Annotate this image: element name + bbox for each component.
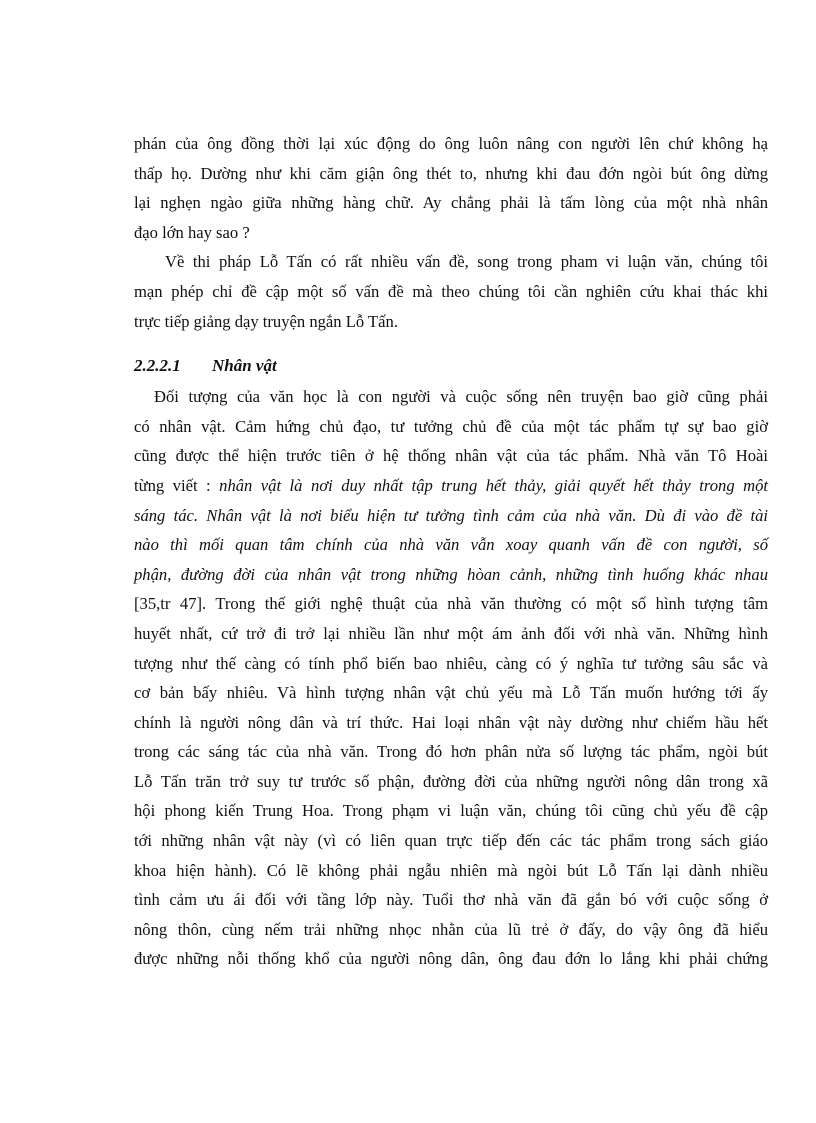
paragraph-1 — [134, 129, 768, 247]
section-number: 2.2.2.1 — [134, 356, 181, 376]
text-line: tới những nhân vật này (vì có liên quan trực tiếp đến các tác phẩm trong sách giáo — [134, 831, 768, 851]
text-line: nông thôn, cùng nếm trải những nhọc nhằn của lũ trẻ ở đấy, do vậy ông đã hiểu — [134, 919, 768, 939]
text-line: tượng như thế càng có tính phổ biến bao nhiêu, càng có ý nghĩa tư tưởng sâu sắc và — [134, 653, 768, 673]
text-line: khoa hiện hành). Có lẽ không phải ngẫu nhiên mà ngòi bút Lỗ Tấn lại dành nhiều — [134, 860, 768, 880]
text-line: trực tiếp giảng dạy truyện ngắn Lỗ Tấn. — [134, 311, 398, 331]
text-line: chính là người nông dân và trí thức. Hai loại nhân vật này dường như chiếm hầu hết — [134, 712, 768, 732]
paragraph-2 — [134, 247, 768, 336]
quote-text: sáng tác. Nhân vật là nơi biểu hiện tư tưởng tình cảm của nhà văn. Dù đi vào đề tài — [134, 505, 768, 525]
paragraph-3 — [134, 382, 768, 974]
quote-text: phận, đường đời của nhân vật trong những hòan cảnh, những tình huống khác nhau — [134, 564, 768, 584]
quote-text: nhân vật là nơi duy nhất tập trung hết thảy, giải quyết hết thảy trong một — [219, 475, 768, 495]
section-title: Nhân vật — [212, 356, 277, 376]
text-line: Lỗ Tấn trăn trở suy tư trước số phận, đường đời của những người nông dân trong xã — [134, 771, 768, 791]
text-line — [134, 471, 768, 501]
text-line — [134, 560, 768, 590]
text-line — [134, 501, 768, 531]
text-line: cũng được thể hiện trước tiên ở hệ thống nhân vật của tác phẩm. Nhà văn Tô Hoài — [134, 446, 768, 466]
text-line: [35,tr 47]. Trong thế giới nghệ thuật của nhà văn thường có một số hình tượng tâm — [134, 594, 768, 614]
text-line: thấp họ. Dường như khi căm giận ông thét to, nhưng khi đau đớn ngòi bút ông dừng — [134, 163, 768, 183]
text-line: huyết nhất, cứ trở đi trở lại nhiều lần như một ám ảnh đối với nhà văn. Những hình — [134, 623, 768, 643]
text-line: Về thi pháp Lỗ Tấn có rất nhiều vấn đề, song trong pham vi luận văn, chúng tôi — [165, 252, 768, 272]
text-line: tình cảm ưu ái đối với tầng lớp này. Tuổi thơ nhà văn đã gắn bó với cuộc sống ở — [134, 890, 768, 910]
section-heading — [134, 350, 768, 382]
text-line — [134, 530, 768, 560]
text-line: hội phong kiến Trung Hoa. Trong phạm vi luận văn, chúng tôi cũng chủ yếu đề cập — [134, 801, 768, 821]
text-line: có nhân vật. Cảm hứng chủ đạo, tư tưởng chủ đề của một tác phẩm tự sự bao giờ — [134, 416, 768, 436]
text-line: đạo lớn hay sao ? — [134, 222, 250, 242]
text-line: trong các sáng tác của nhà văn. Trong đó hơn phân nửa số lượng tác phẩm, ngòi bút — [134, 742, 768, 762]
text-line: phán của ông đồng thời lại xúc động do ông luôn nâng con người lên chứ không hạ — [134, 134, 768, 153]
spacer — [134, 336, 768, 350]
document-page — [134, 129, 768, 974]
quote-intro: từng viết : — [134, 475, 220, 495]
text-line: mạn phép chỉ đề cập một số vấn đề mà theo chúng tôi cần nghiên cứu khai thác khi — [134, 281, 768, 301]
text-line: được những nỗi thống khổ của người nông dân, ông đau đớn lo lắng khi phải chứng — [134, 949, 768, 969]
text-line: lại nghẹn ngào giữa những hàng chữ. Ay chẳng phải là tấm lòng của một nhà nhân — [134, 193, 768, 213]
text-line: cơ bản bấy nhiêu. Và hình tượng nhân vật chủ yếu mà Lỗ Tấn muốn hướng tới ấy — [134, 683, 768, 703]
text-line: Đối tượng của văn học là con người và cuộc sống nên truyện bao giờ cũng phải — [154, 387, 768, 407]
quote-text: nào thì mối quan tâm chính của nhà văn vẫn xoay quanh vấn đề con người, số — [134, 535, 768, 555]
